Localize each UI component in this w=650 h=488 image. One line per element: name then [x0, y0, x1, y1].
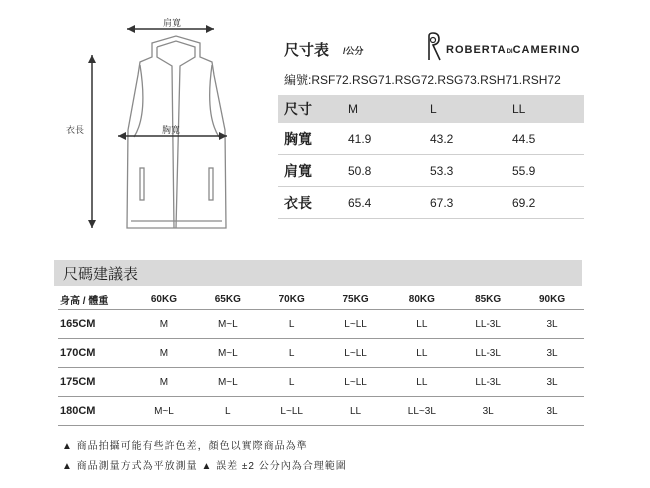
size-guide-cell: L~LL: [324, 310, 388, 339]
size-guide-height: 175CM: [58, 368, 132, 397]
chart-title: 尺寸表: [284, 42, 330, 59]
chest-label: 胸寬: [162, 125, 181, 135]
size-guide-cell: M~L: [196, 368, 260, 397]
size-guide-cell: M: [132, 368, 196, 397]
measurement-header-row: [278, 95, 584, 123]
measurement-row-label: 肩寬: [278, 155, 348, 187]
measurement-row: [278, 155, 584, 187]
size-guide-title: 尺碼建議表: [63, 266, 139, 283]
size-guide-row: [58, 368, 584, 397]
size-guide-cell: 3L: [520, 397, 584, 426]
size-guide-cell: M~L: [196, 339, 260, 368]
measurement-value: 55.9: [512, 155, 584, 187]
size-guide-height: 170CM: [58, 339, 132, 368]
size-guide-cell: L: [260, 310, 324, 339]
size-guide-header-cell: 65KG: [196, 289, 260, 310]
size-guide-cell: M~L: [132, 397, 196, 426]
size-guide-cell: LL-3L: [456, 368, 520, 397]
measurement-value: 53.3: [430, 155, 512, 187]
measurement-row-label: 衣長: [278, 187, 348, 219]
measurement-row: [278, 123, 584, 155]
measurement-value: 44.5: [512, 123, 584, 155]
measurement-value: 65.4: [348, 187, 430, 219]
size-guide-cell: 3L: [456, 397, 520, 426]
brand-name-right: CAMERINO: [512, 44, 581, 56]
size-guide-cell: L~LL: [260, 397, 324, 426]
size-guide-row: [58, 397, 584, 426]
size-guide-cell: 3L: [520, 339, 584, 368]
size-guide-cell: L~LL: [324, 368, 388, 397]
size-guide-header-cell: 85KG: [456, 289, 520, 310]
size-guide-cell: 3L: [520, 368, 584, 397]
size-guide-row: [58, 310, 584, 339]
measurement-value: 67.3: [430, 187, 512, 219]
size-guide-header-cell: 身高 / 體重: [58, 289, 132, 310]
size-guide-cell: L: [196, 397, 260, 426]
size-guide-cell: LL-3L: [456, 310, 520, 339]
size-guide-cell: M: [132, 339, 196, 368]
measurement-value: 50.8: [348, 155, 430, 187]
measurement-header-cell: L: [430, 95, 512, 123]
note-measurement-tolerance: ▲ 商品測量方式為平放測量 ▲ 誤差 ±2 公分內為合理範圍: [62, 461, 347, 472]
size-guide-header-cell: 90KG: [520, 289, 584, 310]
size-guide-cell: LL: [324, 397, 388, 426]
note-color-difference: ▲ 商品拍攝可能有些許色差，顏色以實際商品為準: [62, 441, 308, 452]
size-guide-height: 165CM: [58, 310, 132, 339]
size-guide-row: [58, 339, 584, 368]
measurement-header-cell: M: [348, 95, 430, 123]
brand-name: [446, 44, 580, 56]
size-guide-title-bar: [54, 260, 582, 286]
measurement-table: [278, 95, 584, 219]
measurement-value: 41.9: [348, 123, 430, 155]
measurement-row-label: 胸寬: [278, 123, 348, 155]
brand-name-left: ROBERTA: [446, 44, 507, 56]
measurement-header-cell: LL: [512, 95, 584, 123]
size-guide-cell: L~LL: [324, 339, 388, 368]
measurement-row: [278, 187, 584, 219]
size-guide-header-row: [58, 289, 584, 310]
size-guide-header-cell: 80KG: [388, 289, 457, 310]
size-guide-table: [58, 289, 584, 426]
size-guide-header-cell: 70KG: [260, 289, 324, 310]
size-guide-header-cell: 75KG: [324, 289, 388, 310]
size-guide-cell: LL: [388, 339, 457, 368]
size-guide-cell: L: [260, 368, 324, 397]
size-guide-cell: L: [260, 339, 324, 368]
size-guide-cell: LL-3L: [456, 339, 520, 368]
size-guide-cell: M~L: [196, 310, 260, 339]
size-guide-cell: LL: [388, 310, 457, 339]
measurement-header-cell: 尺寸: [278, 95, 348, 123]
measurement-value: 43.2: [430, 123, 512, 155]
unit-label: /公分: [343, 46, 364, 56]
size-guide-cell: 3L: [520, 310, 584, 339]
model-numbers: 編號:RSF72.RSG71.RSG72.RSG73.RSH71.RSH72: [284, 73, 561, 87]
shoulder-label: 肩寬: [163, 18, 182, 28]
size-guide-cell: LL: [388, 368, 457, 397]
size-guide-header-cell: 60KG: [132, 289, 196, 310]
brand-logo-icon: [426, 32, 442, 62]
brand-name-di: DI: [506, 49, 513, 55]
size-guide-height: 180CM: [58, 397, 132, 426]
measurement-value: 69.2: [512, 187, 584, 219]
length-label: 衣長: [66, 125, 85, 135]
size-guide-cell: M: [132, 310, 196, 339]
size-guide-cell: LL~3L: [388, 397, 457, 426]
